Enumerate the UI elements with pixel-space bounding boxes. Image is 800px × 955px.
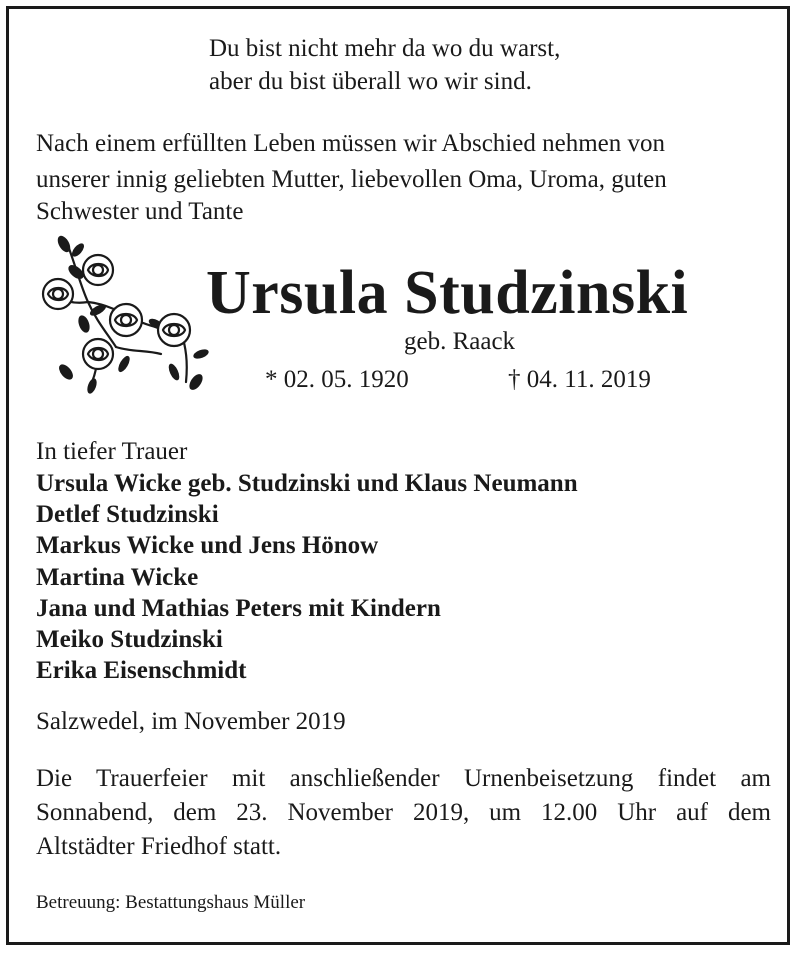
birth-date: * 02. 05. 1920 bbox=[265, 366, 409, 393]
mourner-item: Martina Wicke bbox=[36, 563, 199, 591]
funeral-home: Betreuung: Bestattungshaus Müller bbox=[36, 892, 306, 913]
mourning-heading: In tiefer Trauer bbox=[36, 438, 188, 465]
mourner-item: Erika Eisenschmidt bbox=[36, 657, 247, 685]
death-date: † 04. 11. 2019 bbox=[508, 366, 651, 393]
maiden-name: geb. Raack bbox=[404, 328, 516, 355]
service-line-3: Altstädter Friedhof statt. bbox=[36, 833, 282, 860]
service-line-2: Sonnabend, dem 23. November 2019, um 12.00 Uhr auf dem bbox=[36, 799, 771, 826]
mourner-item: Markus Wicke und Jens Hönow bbox=[36, 532, 379, 560]
mourner-item: Ursula Wicke geb. Studzinski und Klaus Neumann bbox=[36, 470, 578, 497]
intro-line-3: Schwester und Tante bbox=[36, 198, 244, 225]
quote-line-2: aber du bist überall wo wir sind. bbox=[209, 68, 532, 95]
service-announcement bbox=[36, 762, 771, 864]
intro-line-2: unserer innig geliebten Mutter, liebevollen Oma, Uroma, guten bbox=[36, 166, 667, 193]
quote-line-1: Du bist nicht mehr da wo du warst, bbox=[209, 35, 561, 62]
intro-line-1: Nach einem erfüllten Leben müssen wir Abschied nehmen von bbox=[36, 130, 665, 157]
mourner-item: Meiko Studzinski bbox=[36, 626, 223, 654]
place-date: Salzwedel, im November 2019 bbox=[36, 708, 346, 735]
roses-icon bbox=[36, 232, 211, 407]
deceased-name: Ursula Studzinski bbox=[206, 259, 689, 327]
mourner-item: Detlef Studzinski bbox=[36, 501, 219, 529]
mourner-list bbox=[36, 468, 578, 686]
mourner-item: Jana und Mathias Peters mit Kindern bbox=[36, 594, 441, 622]
service-line-1: Die Trauerfeier mit anschließender Urnenbeisetzung findet am bbox=[36, 765, 771, 792]
